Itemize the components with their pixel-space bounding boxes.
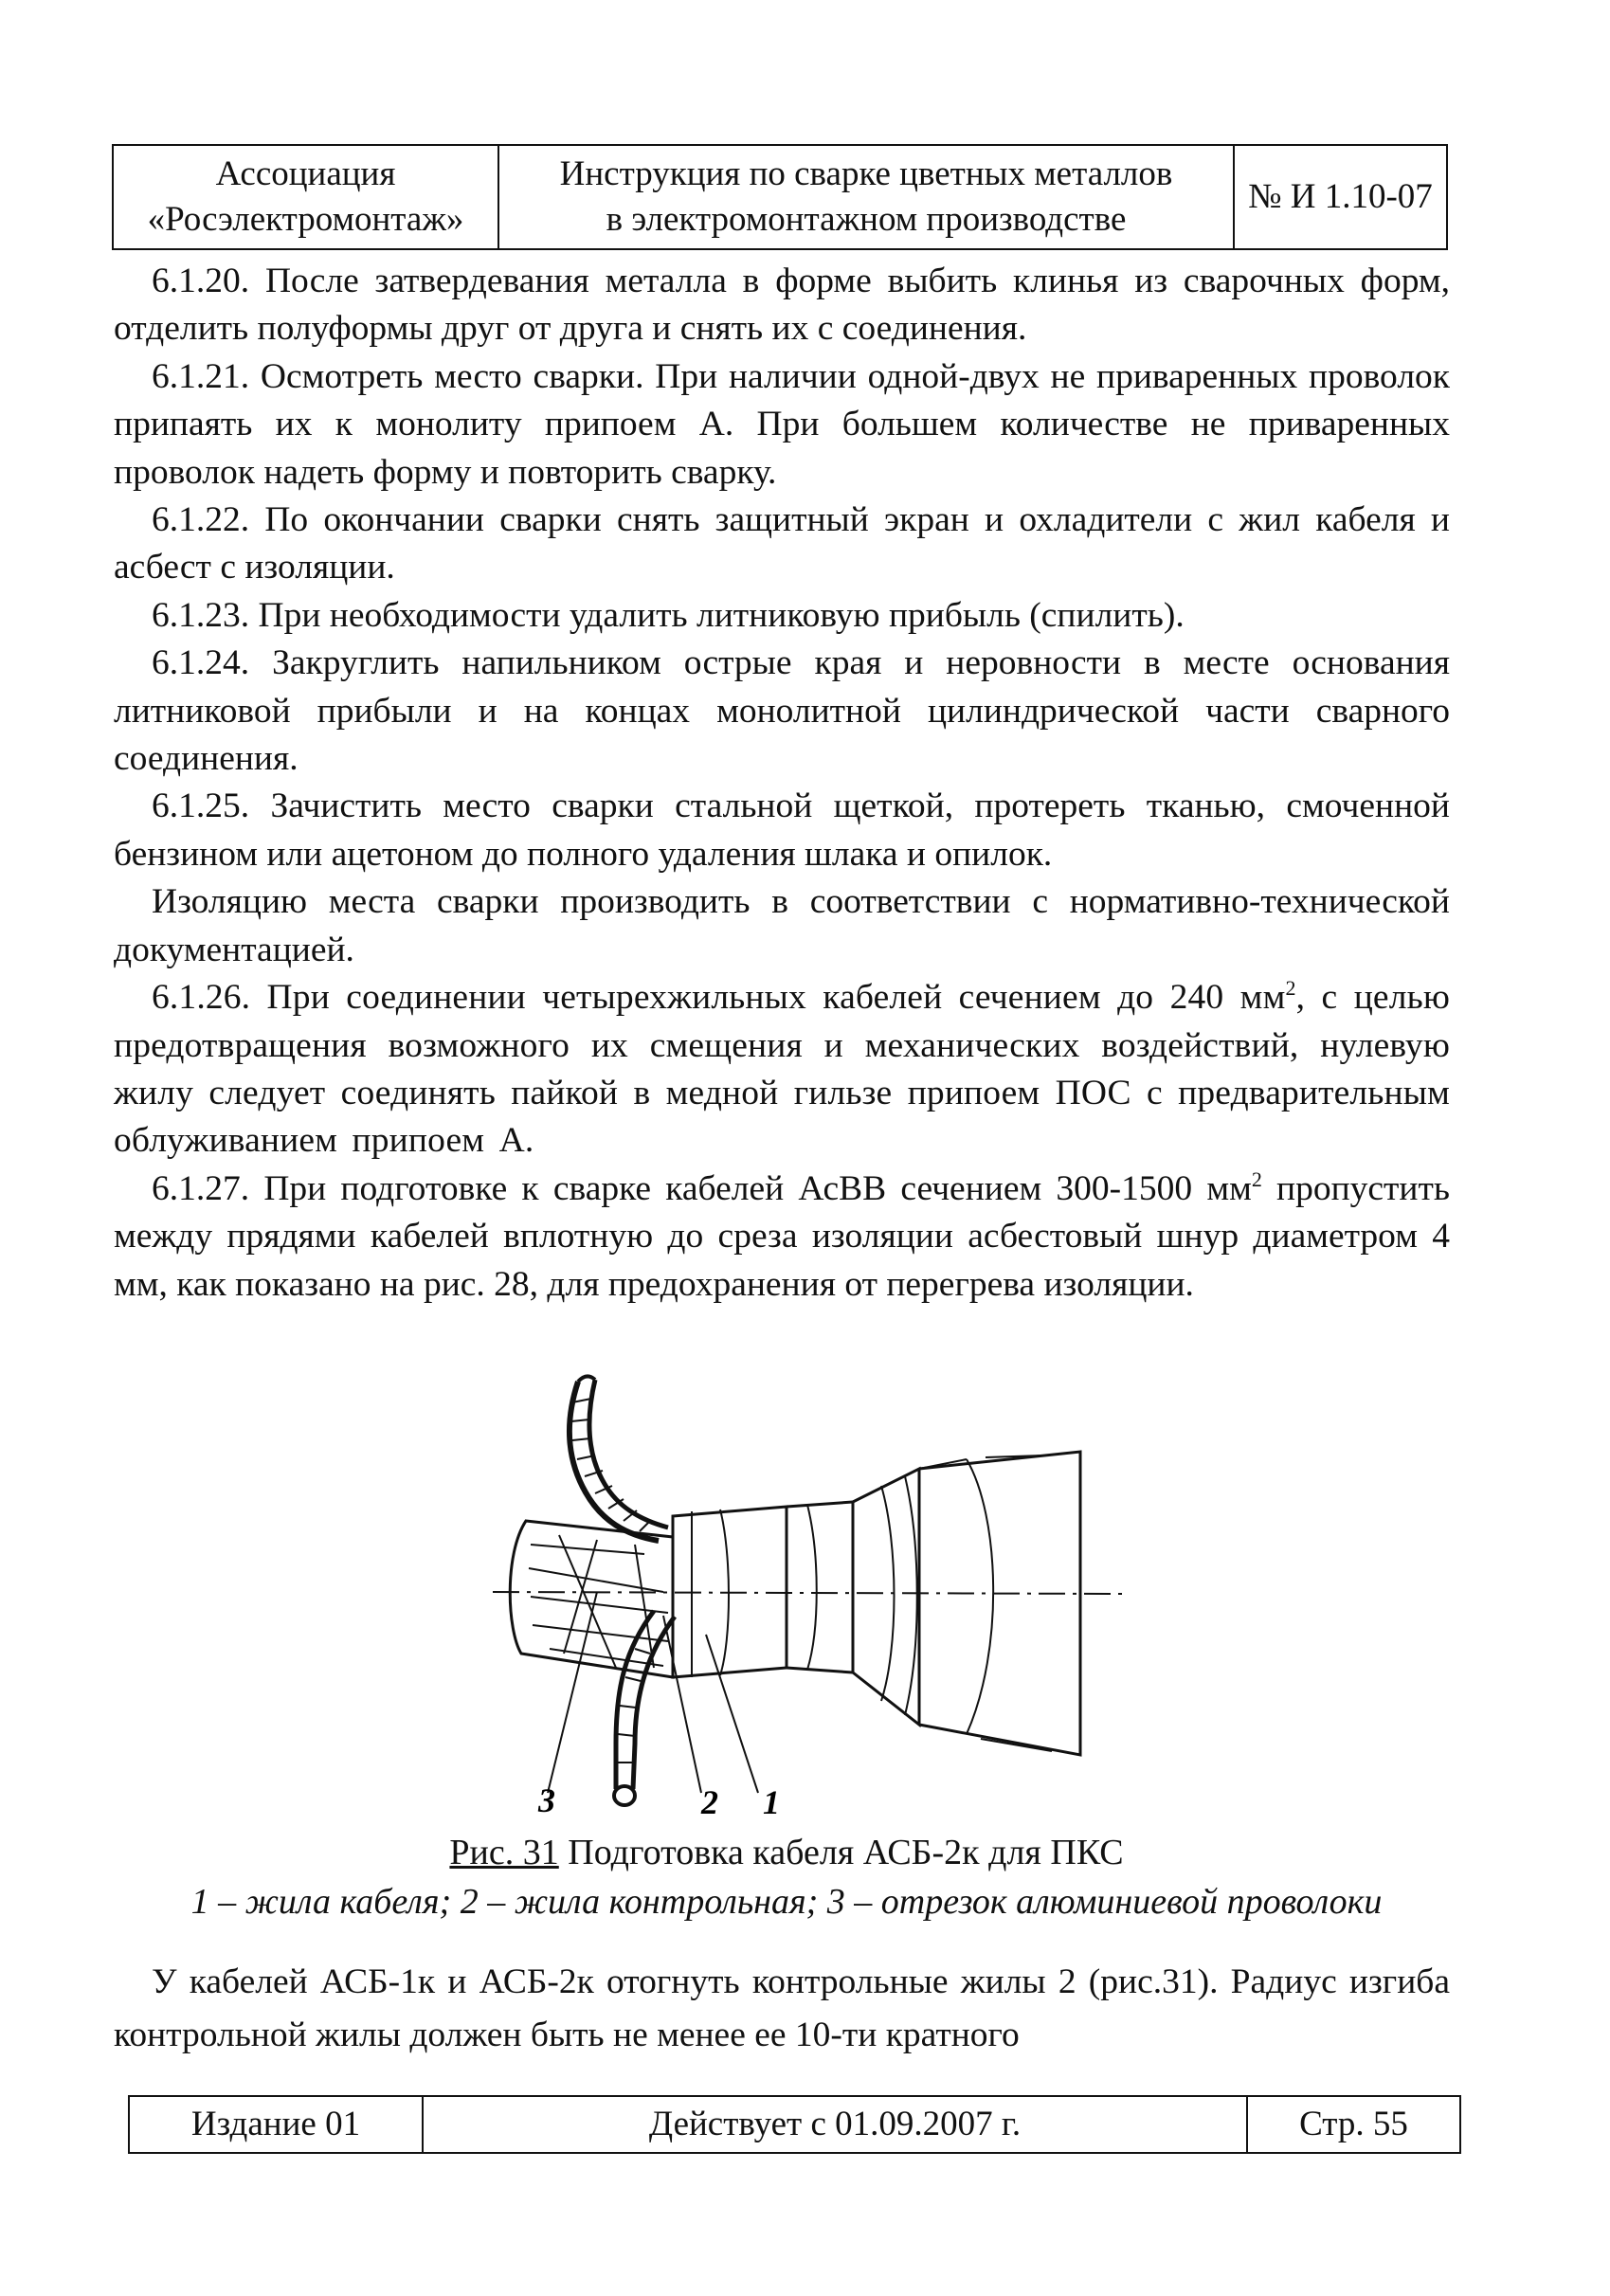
superscript: 2 bbox=[1285, 976, 1296, 1001]
figure-label-3: 3 bbox=[538, 1781, 555, 1819]
caption-title: Подготовка кабеля АСБ-2к для ПКС bbox=[558, 1833, 1124, 1872]
title-line-2: в электромонтажном производстве bbox=[606, 200, 1127, 239]
superscript: 2 bbox=[1251, 1166, 1262, 1191]
org-line-1: Ассоциация bbox=[215, 154, 396, 193]
figure-label-2: 2 bbox=[701, 1783, 718, 1819]
paragraph bbox=[114, 878, 1450, 974]
cable-figure bbox=[474, 1365, 1156, 1819]
org-line-2: «Росэлектромонтаж» bbox=[147, 200, 464, 239]
header-table bbox=[112, 144, 1448, 250]
paragraph-6-1-23: 6.1.23. При необходимости удалить литниковую прибыль (спилить). bbox=[152, 595, 1185, 635]
caption-figure-number: Рис. 31 bbox=[449, 1833, 559, 1872]
after-figure-text bbox=[114, 1956, 1450, 2062]
footer-table bbox=[128, 2095, 1461, 2154]
paragraph-6-1-27-end: пропустить между прядями кабелей вплотную до среза изоляции асбестовый шнур диаметром 4 мм, как показано на рис. 28, для предохранения от перегрева изоляции. bbox=[114, 1168, 1450, 1304]
caption-legend: 1 – жила кабеля; 2 – жила контрольная; 3 – отрезок алюминиевой проволоки bbox=[190, 1882, 1383, 1922]
footer-page-number: Стр. 55 bbox=[1247, 2096, 1460, 2153]
paragraph bbox=[114, 974, 1450, 1166]
paragraph-6-1-20: 6.1.20. После затвердевания металла в форме выбить клинья из сварочных форм, отделить полуформы друг от друга и снять их с соединения. bbox=[114, 262, 1450, 349]
paragraph bbox=[114, 592, 1450, 640]
paragraph-6-1-26-end: , с целью предотвращения возможного их смещения и механических воздействий, нулевую жилу следует соединять пайкой в медной гильзе припоем ПОС с предварительным облуживанием припоем А. bbox=[114, 978, 1450, 1161]
paragraph bbox=[114, 353, 1450, 497]
paragraph bbox=[114, 783, 1450, 878]
figure-caption bbox=[95, 1828, 1478, 1926]
figure-label-1: 1 bbox=[763, 1783, 780, 1819]
footer-edition: Издание 01 bbox=[129, 2096, 423, 2153]
paragraph-6-1-21: 6.1.21. Осмотреть место сварки. При наличии одной-двух не приваренных проволок припаять их к монолиту припоем А. При большем количестве не приваренных проволок надеть форму и повторить сварку. bbox=[114, 356, 1450, 492]
paragraph bbox=[114, 1166, 1450, 1309]
paragraph-6-1-27-start: 6.1.27. При подготовке к сварке кабелей АсВВ сечением 300-1500 мм bbox=[152, 1168, 1252, 1208]
caption-title-line bbox=[95, 1828, 1478, 1877]
paragraph-control-wires: У кабелей АСБ-1к и АСБ-2к отогнуть контрольные жилы 2 (рис.31). Радиус изгиба контрольной жилы должен быть не менее ее 10-ти кратного bbox=[114, 1962, 1450, 2054]
cable-armor bbox=[919, 1452, 1080, 1755]
footer-effective-date: Действует с 01.09.2007 г. bbox=[423, 2096, 1247, 2153]
header-organization bbox=[113, 145, 498, 249]
paragraph bbox=[114, 258, 1450, 353]
paragraph-6-1-24: 6.1.24. Закруглить напильником острые края и неровности в месте основания литниковой прибыли и на концах монолитной цилиндрической части сварного соединения. bbox=[114, 643, 1450, 779]
body-text bbox=[114, 258, 1450, 1309]
paragraph-isolation: Изоляцию места сварки производить в соответствии с нормативно-технической документацией. bbox=[114, 882, 1450, 969]
title-line-1: Инструкция по сварке цветных металлов bbox=[559, 154, 1173, 193]
paragraph-6-1-22: 6.1.22. По окончании сварки снять защитный экран и охладители с жил кабеля и асбест с изоляции. bbox=[114, 500, 1450, 588]
paragraph bbox=[114, 1956, 1450, 2062]
cable-drawing bbox=[474, 1365, 1156, 1819]
paragraph bbox=[114, 640, 1450, 783]
paragraph-6-1-25: 6.1.25. Зачистить место сварки стальной щеткой, протереть тканью, смоченной бензином или ацетоном до полного удаления шлака и опилок. bbox=[114, 786, 1450, 874]
paragraph-6-1-26-start: 6.1.26. При соединении четырехжильных кабелей сечением до 240 мм bbox=[152, 978, 1286, 1018]
paragraph bbox=[114, 497, 1450, 592]
header-doc-number: № И 1.10-07 bbox=[1234, 145, 1447, 249]
header-title bbox=[498, 145, 1234, 249]
